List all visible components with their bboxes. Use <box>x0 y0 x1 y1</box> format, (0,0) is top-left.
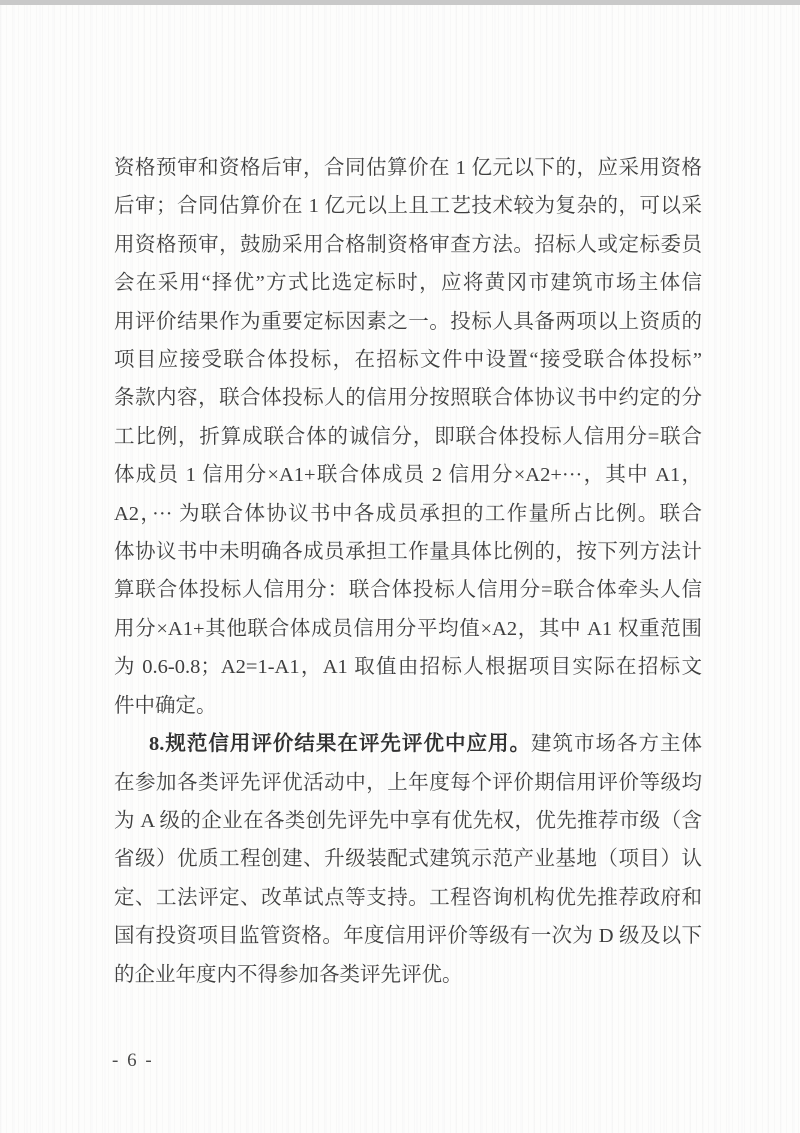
text-line <box>114 840 702 878</box>
text-line <box>114 264 702 302</box>
text-line <box>114 648 702 686</box>
text-line <box>114 456 702 494</box>
text-line <box>114 303 702 341</box>
text-segment: 用资格预审，鼓励采用合格制资格审查方法。招标人或定标委员 <box>114 233 702 256</box>
text-line <box>114 917 702 955</box>
section-heading-segment: 8.规范信用评价结果在评先评优中应用。 <box>149 733 531 756</box>
scan-edge-strip <box>0 0 800 5</box>
text-line <box>114 764 702 802</box>
text-segment: 省级）优质工程创建、升级装配式建筑示范产业基地（项目）认 <box>114 848 702 871</box>
text-segment: 资格预审和资格后审，合同估算价在 1 亿元以下的，应采用资格 <box>114 157 702 179</box>
text-line <box>114 533 702 571</box>
text-line <box>114 956 702 994</box>
text-line <box>114 687 702 725</box>
text-segment: 用分×A1+其他联合体成员信用分平均值×A2，其中 A1 权重范围 <box>114 617 702 640</box>
text-line <box>114 495 702 533</box>
text-segment: 为 0.6-0.8；A2=1-A1，A1 取值由招标人根据项目实际在招标文 <box>114 656 702 679</box>
text-segment: 定、工法评定、改革试点等支持。工程咨询机构优先推荐政府和 <box>114 886 702 909</box>
text-segment: 体成员 1 信用分×A1+联合体成员 2 信用分×A2+···，其中 A1， <box>114 464 702 487</box>
document-body-text <box>114 149 702 994</box>
text-segment: 条款内容，联合体投标人的信用分按照联合体协议书中约定的分 <box>114 387 702 410</box>
text-line <box>114 379 702 417</box>
text-segment: 会在采用“择优”方式比选定标时，应将黄冈市建筑市场主体信 <box>114 272 702 295</box>
text-line <box>114 341 702 379</box>
text-segment: 国有投资项目监管资格。年度信用评价等级有一次为 D 级及以下 <box>114 925 702 948</box>
text-segment: 件中确定。 <box>114 694 217 717</box>
text-line <box>114 149 702 187</box>
text-line <box>114 187 702 225</box>
text-segment: 项目应接受联合体投标，在招标文件中设置“接受联合体投标” <box>114 349 702 372</box>
text-segment: 体协议书中未明确各成员承担工作量具体比例的，按下列方法计 <box>114 541 702 564</box>
text-segment: 在参加各类评先评优活动中，上年度每个评价期信用评价等级均 <box>114 771 702 794</box>
text-segment: 算联合体投标人信用分：联合体投标人信用分=联合体牵头人信 <box>114 579 702 602</box>
text-segment: 为 A 级的企业在各类创先评先中享有优先权，优先推荐市级（含 <box>114 809 702 832</box>
text-segment: 建筑市场各方主体 <box>530 733 703 756</box>
text-segment: 工比例，折算成联合体的诚信分，即联合体投标人信用分=联合 <box>114 425 702 448</box>
text-line <box>114 571 702 609</box>
text-segment: 用评价结果作为重要定标因素之一。投标人具备两项以上资质的 <box>114 310 702 333</box>
text-line <box>114 610 702 648</box>
text-line <box>114 418 702 456</box>
page-number: - 6 - <box>112 1050 154 1071</box>
text-segment: 后审；合同估算价在 1 亿元以上且工艺技术较为复杂的，可以采 <box>114 195 702 218</box>
text-line <box>114 879 702 917</box>
text-line <box>114 725 702 763</box>
text-segment: A2，··· 为联合体协议书中各成员承担的工作量所占比例。联合 <box>114 502 702 525</box>
text-line <box>114 226 702 264</box>
text-line <box>114 802 702 840</box>
text-segment: 的企业年度内不得参加各类评先评优。 <box>114 963 463 986</box>
